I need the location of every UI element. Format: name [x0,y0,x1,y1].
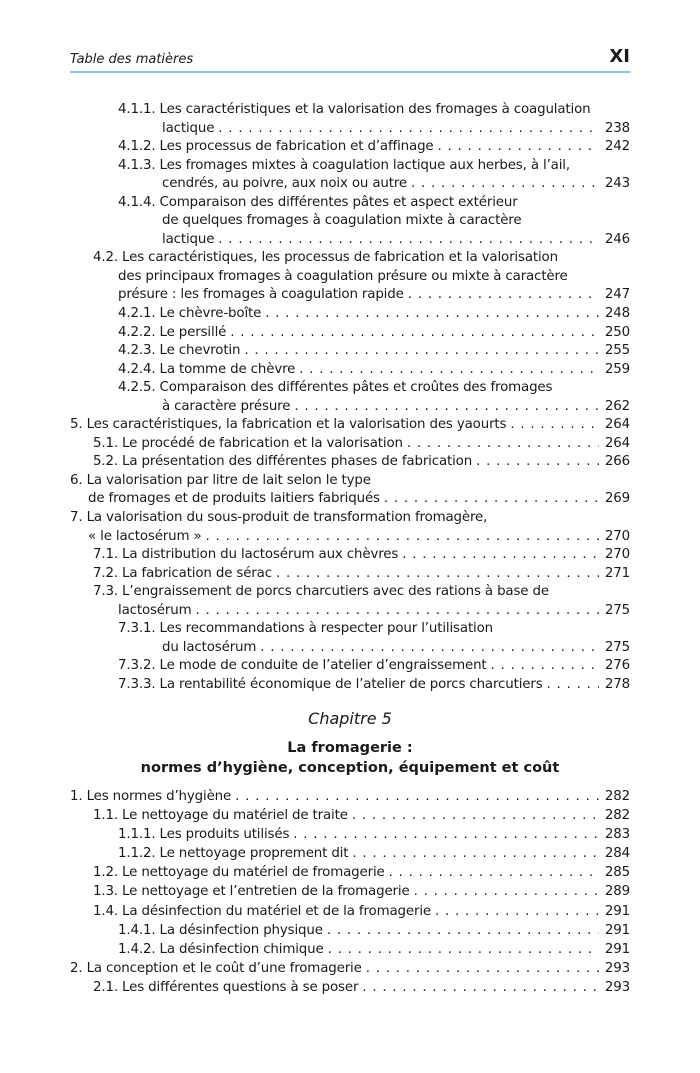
dot-leader [240,342,599,361]
toc-entry-line [70,231,630,250]
dot-leader [543,676,599,695]
toc-entry-line [70,959,630,978]
toc-entry[interactable] [70,620,630,657]
dot-leader [261,305,599,324]
toc-entry-line [70,583,630,602]
toc-entry-line [70,676,630,695]
toc-entry[interactable] [70,676,630,695]
toc-page-number: 275 [604,602,630,618]
toc-page-number: 293 [604,960,630,976]
toc-entry[interactable] [70,806,630,825]
chapter-title-line-2: normes d’hygiène, conception, équipement et coût [140,760,560,776]
toc-page-number: 248 [604,306,630,322]
toc-section-chapter-5 [70,787,630,997]
toc-entry-line [70,490,630,509]
toc-entry-line [70,863,630,882]
toc-entry-line [70,453,630,472]
toc-page-number: 246 [604,231,630,247]
toc-entry-text: 4.1.4. Comparaison des différentes pâtes et aspect extérieur [118,194,518,210]
toc-entry-line [70,620,630,639]
dot-leader [472,453,599,472]
running-header-title: Table des matières [70,52,194,67]
toc-page-number: 242 [604,139,630,155]
toc-entry-line [70,882,630,901]
chapter-title-line-1: La fromagerie : [287,740,413,756]
toc-entry-text: 1.1. Le nettoyage du matériel de traite [93,808,348,824]
toc-entry-line [70,565,630,584]
dot-leader [202,528,599,547]
toc-entry[interactable] [70,657,630,676]
dot-leader [272,565,599,584]
dot-leader [231,787,599,806]
toc-page-number: 270 [604,528,630,544]
toc-entry[interactable] [70,249,630,305]
dot-leader [226,324,599,343]
toc-entry-line [70,416,630,435]
toc-entry[interactable] [70,101,630,138]
dot-leader [290,398,599,417]
toc-entry-line [70,657,630,676]
toc-entry[interactable] [70,940,630,959]
toc-entry-line [70,249,630,268]
toc-entry-text: 1.4.1. La désinfection physique [118,922,323,938]
toc-entry-line [70,844,630,863]
toc-entry-text: 1.4. La désinfection du matériel et de la fromagerie [93,903,431,919]
toc-entry-line [70,305,630,324]
toc-section-chapter-4 [70,101,630,695]
toc-page-number: 276 [604,658,630,674]
dot-leader [403,435,599,454]
toc-entry-text: à caractère présure [162,398,291,414]
toc-entry[interactable] [70,138,630,157]
dot-leader [348,844,599,863]
toc-page-number: 264 [604,435,630,451]
dot-leader [487,657,599,676]
toc-page-number: 275 [604,639,630,655]
toc-entry-text: 5. Les caractéristiques, la fabrication et la valorisation des yaourts [70,417,507,433]
dot-leader [431,902,599,921]
toc-entry[interactable] [70,342,630,361]
dot-leader [407,175,599,194]
toc-entry[interactable] [70,921,630,940]
toc-page-number: 247 [604,287,630,303]
dot-leader [410,882,599,901]
dot-leader [214,231,599,250]
toc-entry[interactable] [70,902,630,921]
toc-page-number: 285 [604,865,630,881]
toc-entry-line [70,175,630,194]
toc-entry-line [70,639,630,658]
toc-entry-text: 4.2.1. Le chèvre-boîte [118,306,262,322]
toc-page-number: 269 [604,491,630,507]
toc-entry-line [70,379,630,398]
dot-leader [398,546,599,565]
chapter-title [70,738,630,778]
toc-entry-line [70,435,630,454]
toc-entry[interactable] [70,416,630,435]
toc-page-number: 283 [604,827,630,843]
toc-entry-text: de fromages et de produits laitiers fabriqués [88,491,380,507]
toc-page-number: 284 [604,846,630,862]
toc-entry-text: du lactosérum [162,639,257,655]
toc-page-number: 291 [604,903,630,919]
toc-entry-line [70,268,630,287]
toc-entry-text: 6. La valorisation par litre de lait selon le type [70,472,371,488]
toc-entry-text: 2. La conception et le coût d’une fromagerie [70,960,362,976]
toc-entry-text: 7.3. L’engraissement de porcs charcutiers avec des rations à base de [93,584,549,600]
toc-entry-line [70,157,630,176]
toc-entry[interactable] [70,435,630,454]
toc-entry-line [70,286,630,305]
toc-entry[interactable] [70,305,630,324]
toc-page-number: 238 [604,120,630,136]
toc-entry-line [70,212,630,231]
toc-entry-text: 4.1.3. Les fromages mixtes à coagulation lactique aux herbes, à l’ail, [118,157,570,173]
toc-entry[interactable] [70,361,630,380]
toc-entry-text: 4.1.2. Les processus de fabrication et d’affinage [118,139,434,155]
toc-entry-text: 1.4.2. La désinfection chimique [118,941,324,957]
toc-entry[interactable] [70,787,630,806]
dot-leader [404,286,599,305]
toc-entry-text: lactosérum [118,602,192,618]
toc-entry-line [70,509,630,528]
toc-entry-line [70,940,630,959]
toc-entry-text: 7.3.1. Les recommandations à respecter pour l’utilisation [118,621,493,637]
toc-page-number: 250 [604,324,630,340]
toc-page-number: 255 [604,343,630,359]
toc-page-number: 270 [604,547,630,563]
toc-entry-line [70,194,630,213]
toc-entry[interactable] [70,882,630,901]
toc-entry-text: 1.1.2. Le nettoyage proprement dit [118,846,349,862]
header-rule [70,71,630,73]
toc-entry-text: 4.2.3. Le chevrotin [118,343,241,359]
toc-entry-text: cendrés, au poivre, aux noix ou autre [162,176,408,192]
dot-leader [380,490,599,509]
toc-entry-line [70,921,630,940]
toc-page-number: 291 [604,941,630,957]
toc-entry[interactable] [70,844,630,863]
toc-entry-line [70,472,630,491]
toc-entry-text: 5.2. La présentation des différentes phases de fabrication [93,454,473,470]
toc-entry[interactable] [70,978,630,997]
toc-entry-text: 1.1.1. Les produits utilisés [118,827,290,843]
toc-entry-line [70,787,630,806]
toc-entry-text: lactique [162,231,215,247]
toc-entry-text: des principaux fromages à coagulation présure ou mixte à caractère [118,268,568,284]
dot-leader [289,825,599,844]
toc-entry-text: 4.2. Les caractéristiques, les processus de fabrication et la valorisation [93,250,558,266]
toc-entry-text: lactique [162,120,215,136]
dot-leader [434,138,599,157]
toc-entry-line [70,361,630,380]
toc-entry-text: 2.1. Les différentes questions à se poser [93,979,359,995]
toc-entry-text: 7.1. La distribution du lactosérum aux chèvres [93,547,399,563]
toc-entry-text: 4.2.5. Comparaison des différentes pâtes et croûtes des fromages [118,380,553,396]
toc-entry-line [70,602,630,621]
toc-page-number: 289 [604,884,630,900]
page-number: XI [609,46,630,67]
toc-entry-text: 4.2.2. Le persillé [118,324,227,340]
dot-leader [214,120,599,139]
toc-entry-text: 7.2. La fabrication de sérac [93,565,272,581]
toc-entry[interactable] [70,509,630,546]
dot-leader [256,639,599,658]
toc-entry-line [70,978,630,997]
toc-entry-text: 5.1. Le procédé de fabrication et la valorisation [93,435,403,451]
toc-page-number: 282 [604,789,630,804]
toc-entry[interactable] [70,379,630,416]
toc-entry[interactable] [70,583,630,620]
toc-entry[interactable] [70,863,630,882]
toc-page-number: 271 [604,565,630,581]
toc-entry[interactable] [70,546,630,565]
dot-leader [385,863,599,882]
toc-entry-line [70,101,630,120]
chapter-label: Chapitre 5 [308,709,392,728]
dot-leader [358,978,599,997]
toc-entry[interactable] [70,453,630,472]
toc-entry-line [70,546,630,565]
toc-entry-line [70,342,630,361]
toc-entry-text: de quelques fromages à coagulation mixte à caractère [162,213,522,229]
dot-leader [348,806,599,825]
toc-entry[interactable] [70,959,630,978]
toc-entry[interactable] [70,324,630,343]
toc-entry[interactable] [70,565,630,584]
dot-leader [191,602,598,621]
toc-entry-text: 7.3.2. Le mode de conduite de l’atelier d’engraissement [118,658,487,674]
toc-page-number: 291 [604,922,630,938]
toc-page-number: 262 [604,398,630,414]
toc-entry-line [70,398,630,417]
toc-entry-text: 1.3. Le nettoyage et l’entretien de la fromagerie [93,884,410,900]
toc-entry-text: « le lactosérum » [88,528,202,544]
toc-page-number: 282 [604,808,630,824]
toc-entry-line [70,324,630,343]
dot-leader [362,959,599,978]
toc-entry-line [70,138,630,157]
toc-page-number: 293 [604,979,630,995]
toc-entry-text: 4.2.4. La tomme de chèvre [118,361,296,377]
running-header [70,48,630,70]
toc-entry[interactable] [70,825,630,844]
toc-entry-text: présure : les fromages à coagulation rapide [118,287,404,303]
toc-entry-text: 1.2. Le nettoyage du matériel de fromagerie [93,865,385,881]
toc-entry-text: 4.1.1. Les caractéristiques et la valorisation des fromages à coagulation [118,102,591,117]
dot-leader [506,416,599,435]
toc-entry-text: 7.3.3. La rentabilité économique de l’atelier de porcs charcutiers [118,676,543,692]
toc-entry-text: 1. Les normes d’hygiène [70,789,232,804]
toc-page-number: 278 [604,676,630,692]
toc-page-number: 243 [604,176,630,192]
toc-entry-line [70,806,630,825]
toc-entry-line [70,825,630,844]
toc-page-number: 264 [604,417,630,433]
toc-entry[interactable] [70,157,630,194]
toc-page-number: 266 [604,454,630,470]
dot-leader [323,921,599,940]
dot-leader [295,361,599,380]
toc-entry-text: 7. La valorisation du sous-produit de transformation fromagère, [70,510,488,526]
toc-page-number: 259 [604,361,630,377]
toc-entry-line [70,120,630,139]
dot-leader [324,940,599,959]
toc-entry[interactable] [70,194,630,250]
toc-entry-line [70,902,630,921]
toc-entry[interactable] [70,472,630,509]
toc-entry-line [70,528,630,547]
